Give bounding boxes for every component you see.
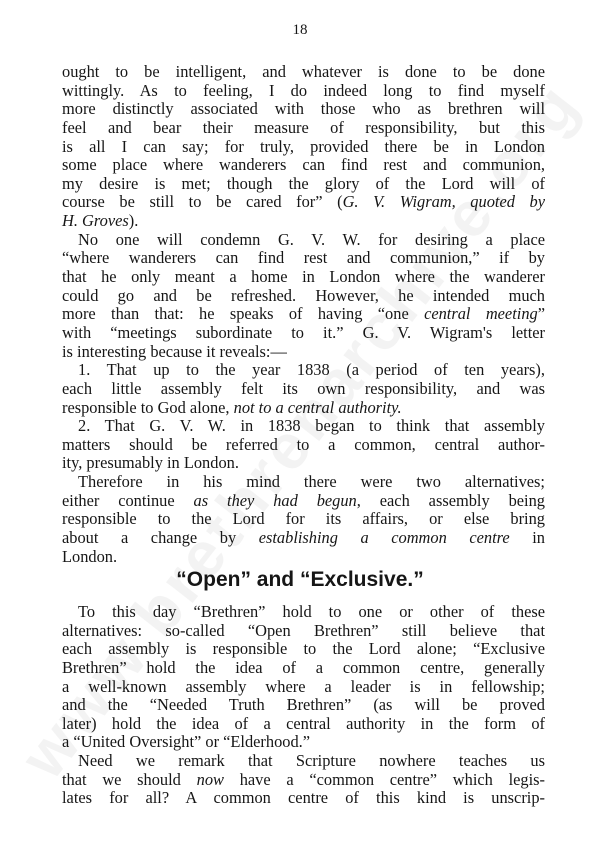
- text-segment: 1. That up to the year 1838 (a period of ten years),: [78, 360, 545, 380]
- text-segment: my desire is met; though the glory of the Lord will of: [62, 173, 545, 193]
- text-line: [62, 82, 545, 101]
- text-segment: ”: [537, 304, 545, 324]
- text-segment: in: [509, 528, 545, 548]
- body-text-top: [62, 63, 545, 566]
- text-line: [62, 380, 545, 399]
- body-text-bottom: [62, 603, 545, 808]
- text-line: [62, 771, 545, 790]
- text-segment: that we should: [62, 769, 197, 789]
- text-line: [62, 454, 545, 473]
- text-line: [62, 63, 545, 82]
- section-heading: “Open” and “Exclusive.”: [176, 568, 424, 591]
- text-line: [62, 510, 545, 529]
- text-segment: and the “Needed Truth Brethren” (as will be proved: [62, 695, 545, 715]
- text-line: [62, 138, 545, 157]
- text-line: [62, 361, 545, 380]
- text-segment: To this day “Brethren” hold to one or other of these: [78, 602, 545, 621]
- text-line: [62, 529, 545, 548]
- italic-text: H. Groves: [62, 211, 129, 231]
- italic-text: G. V. Wigram, quoted by: [342, 192, 545, 212]
- text-line: [62, 678, 545, 697]
- text-segment: later) hold the idea of a central authority in the form of: [62, 713, 545, 733]
- text-line: [62, 343, 545, 362]
- text-segment: “where wanderers can find rest and communion,” if by: [62, 248, 545, 268]
- text-segment: Therefore in his mind there were two alternatives;: [78, 472, 545, 492]
- text-segment: each little assembly felt its own responsibility, and was: [62, 378, 545, 398]
- italic-text: now: [196, 769, 224, 789]
- italic-text: as they had begun: [193, 490, 357, 510]
- text-line: [62, 324, 545, 343]
- text-line: [62, 100, 545, 119]
- text-line: [62, 156, 545, 175]
- text-segment: responsible to God alone,: [62, 397, 234, 417]
- text-line: [62, 287, 545, 306]
- text-segment: more distinctly associated with those who as brethren will: [62, 99, 545, 119]
- text-line: [62, 603, 545, 622]
- text-segment: could go and be refreshed. However, he intended much: [62, 285, 545, 305]
- text-line: [62, 119, 545, 138]
- text-segment: is interesting because it reveals:—: [62, 341, 287, 361]
- text-segment: more than that: he speaks of having “one: [62, 304, 425, 324]
- text-segment: that he only meant a home in London where the wanderer: [62, 267, 545, 287]
- text-segment: , each assembly being: [356, 490, 545, 510]
- text-line: [62, 249, 545, 268]
- text-segment: ).: [128, 211, 139, 231]
- text-segment: ought to be intelligent, and whatever is done to be done: [62, 62, 545, 81]
- text-line: [62, 268, 545, 287]
- italic-text: central meeting: [424, 304, 538, 324]
- text-line: [62, 696, 545, 715]
- text-segment: about a change by: [62, 528, 259, 548]
- text-segment: 2. That G. V. W. in 1838 began to think that assembly: [78, 416, 545, 436]
- text-line: [62, 417, 545, 436]
- text-segment: is all I can say; for truly, provided there be in London: [62, 136, 545, 156]
- text-segment: course be still to be cared for” (: [62, 192, 343, 212]
- text-segment: feel and bear their measure of responsibility, but this: [62, 117, 545, 137]
- text-segment: Brethren” hold the idea of a common centre, generally: [62, 657, 545, 677]
- text-line: [62, 305, 545, 324]
- text-line: [62, 789, 545, 808]
- text-line: [62, 715, 545, 734]
- text-line: [62, 193, 545, 212]
- text-segment: have a “common centre” which legis-: [223, 769, 546, 789]
- text-segment: a “United Oversight” or “Elderhood.”: [62, 732, 311, 752]
- text-line: [62, 473, 545, 492]
- text-segment: responsible to the Lord for its affairs, or else bring: [62, 509, 545, 529]
- text-line: [62, 659, 545, 678]
- text-segment: either continue: [62, 490, 194, 510]
- text-segment: lates for all? A common centre of this kind is unscrip-: [62, 788, 545, 808]
- italic-text: establishing a common centre: [258, 528, 510, 548]
- italic-text: not to a central authority.: [233, 397, 402, 417]
- text-segment: with “meetings subordinate to it.” G. V. Wigram's letter: [62, 322, 545, 342]
- text-line: [62, 548, 545, 567]
- text-line: [62, 752, 545, 771]
- text-segment: No one will condemn G. V. W. for desiring a place: [78, 229, 545, 249]
- text-segment: London.: [62, 546, 118, 566]
- page-number: 18: [292, 22, 308, 38]
- text-line: [62, 175, 545, 194]
- text-line: [62, 733, 545, 752]
- text-line: [62, 492, 545, 511]
- text-segment: some place where wanderers can find rest and communion,: [62, 155, 545, 175]
- text-segment: a well-known assembly where a leader is in fellowship;: [62, 676, 545, 696]
- text-line: [62, 231, 545, 250]
- text-line: [62, 212, 545, 231]
- text-segment: ity, presumably in London.: [62, 453, 239, 473]
- text-segment: wittingly. As to feeling, I do indeed long to find myself: [62, 80, 545, 100]
- text-line: [62, 622, 545, 641]
- text-segment: Need we remark that Scripture nowhere teaches us: [78, 751, 545, 771]
- text-segment: matters should be referred to a common, central author-: [62, 434, 545, 454]
- text-segment: each assembly is responsible to the Lord alone; “Exclusive: [62, 639, 545, 659]
- text-line: [62, 399, 545, 418]
- text-segment: alternatives: so-called “Open Brethren” still believe that: [62, 620, 545, 640]
- text-line: [62, 640, 545, 659]
- text-line: [62, 436, 545, 455]
